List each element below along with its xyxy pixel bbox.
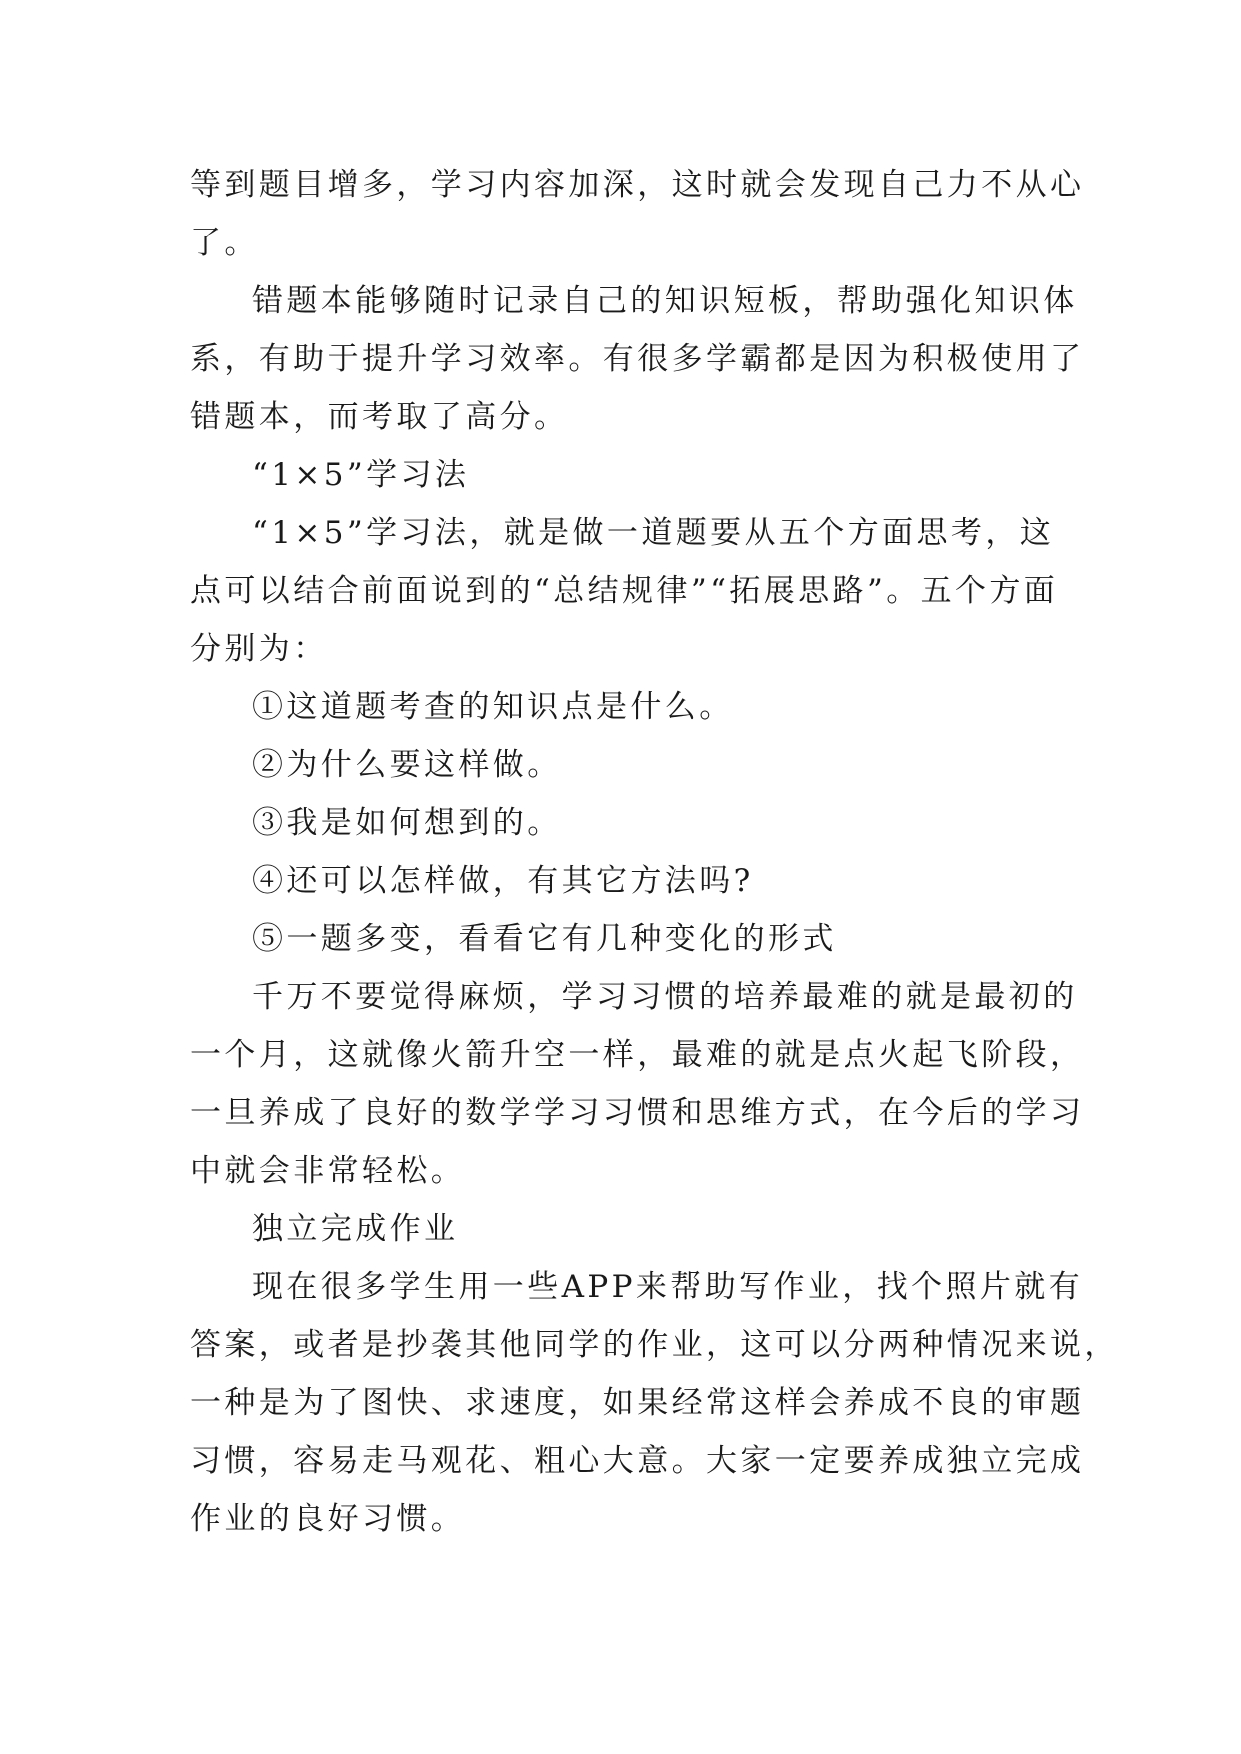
text-line: 错题本，而考取了高分。 bbox=[190, 399, 569, 435]
text-line: 一种是为了图快、求速度，如果经常这样会养成不良的审题 bbox=[190, 1385, 1085, 1421]
list-item: ③我是如何想到的。 bbox=[252, 805, 562, 841]
text-line: 中就会非常轻松。 bbox=[190, 1153, 466, 1189]
section-heading: “1×5”学习法 bbox=[252, 457, 470, 493]
text-line: 系，有助于提升学习效率。有很多学霸都是因为积极使用了 bbox=[190, 341, 1085, 377]
section-heading: 独立完成作业 bbox=[252, 1211, 459, 1247]
list-item: ①这道题考查的知识点是什么。 bbox=[252, 689, 734, 725]
paragraph-start: 现在很多学生用一些APP来帮助写作业，找个照片就有 bbox=[252, 1269, 1084, 1305]
list-item: ⑤一题多变，看看它有几种变化的形式 bbox=[252, 921, 837, 957]
text-line: 答案，或者是抄袭其他同学的作业，这可以分两种情况来说， bbox=[190, 1327, 1119, 1363]
text-line: 了。 bbox=[190, 225, 259, 261]
document-body bbox=[190, 156, 1119, 1548]
list-item: ④还可以怎样做，有其它方法吗? bbox=[252, 863, 754, 899]
text-line: 分别为： bbox=[190, 631, 328, 667]
text-line: 点可以结合前面说到的“总结规律”“拓展思路”。五个方面 bbox=[190, 573, 1059, 609]
list-item: ②为什么要这样做。 bbox=[252, 747, 562, 783]
text-line: 一个月，这就像火箭升空一样，最难的就是点火起飞阶段， bbox=[190, 1037, 1085, 1073]
text-line: 习惯，容易走马观花、粗心大意。大家一定要养成独立完成 bbox=[190, 1443, 1085, 1479]
text-line: 一旦养成了良好的数学学习习惯和思维方式，在今后的学习 bbox=[190, 1095, 1085, 1131]
text-line: 等到题目增多，学习内容加深，这时就会发现自己力不从心 bbox=[190, 167, 1085, 203]
text-line: 作业的良好习惯。 bbox=[190, 1501, 466, 1537]
paragraph-start: 错题本能够随时记录自己的知识短板，帮助强化知识体 bbox=[252, 283, 1078, 319]
paragraph-start: “1×5”学习法，就是做一道题要从五个方面思考，这 bbox=[252, 515, 1055, 551]
paragraph-start: 千万不要觉得麻烦，学习习惯的培养最难的就是最初的 bbox=[252, 979, 1078, 1015]
